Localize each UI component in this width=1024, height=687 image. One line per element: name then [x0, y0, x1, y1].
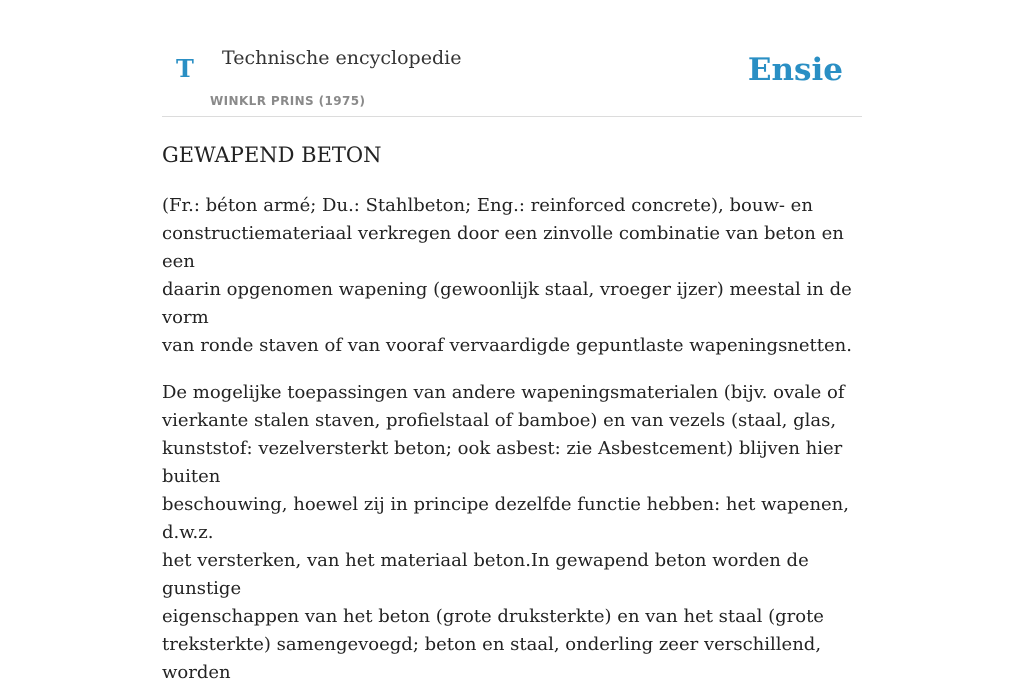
article: [162, 140, 862, 687]
encyclopedia-header: [162, 0, 862, 117]
encyclopedia-logo-icon[interactable]: T: [176, 54, 194, 83]
encyclopedia-title-link[interactable]: Technische encyclopedie: [222, 47, 462, 69]
article-title: GEWAPEND BETON: [162, 143, 382, 167]
article-paragraph-1: (Fr.: béton armé; Du.: Stahlbeton; Eng.: reinforced concrete), bouw- en constructiemateriaal verkregen door een zinvolle combinatie van beton en een daarin opgenomen wapening (gewoonlijk staal, vroeger ijzer) meestal in de vorm van ronde staven of van vooraf vervaardigde gepuntlaste wapeningsnetten.: [162, 195, 852, 356]
encyclopedia-edition: WINKLR PRINS (1975): [210, 94, 366, 108]
ensie-brand-logo[interactable]: Ensie: [747, 52, 843, 88]
article-paragraph-2: De mogelijke toepassingen van andere wapeningsmaterialen (bijv. ovale of vierkante stalen staven, profielstaal of bamboe) en van vezels (staal, glas, kunststof: vezelversterkt beton; ook asbest: zie Asbestcement) blijven hier buiten beschouwing, hoewel zij in principe dezelfde functie hebben: het wapenen, d.w.z. het versterken, van het materiaal beton.In gewapend beton worden de gunstige eigenschappen van het beton (grote druksterkte) en van het staal (grote treksterkte) samengevoegd; beton en staal, onderling zeer verschillend, worden: [162, 382, 849, 683]
